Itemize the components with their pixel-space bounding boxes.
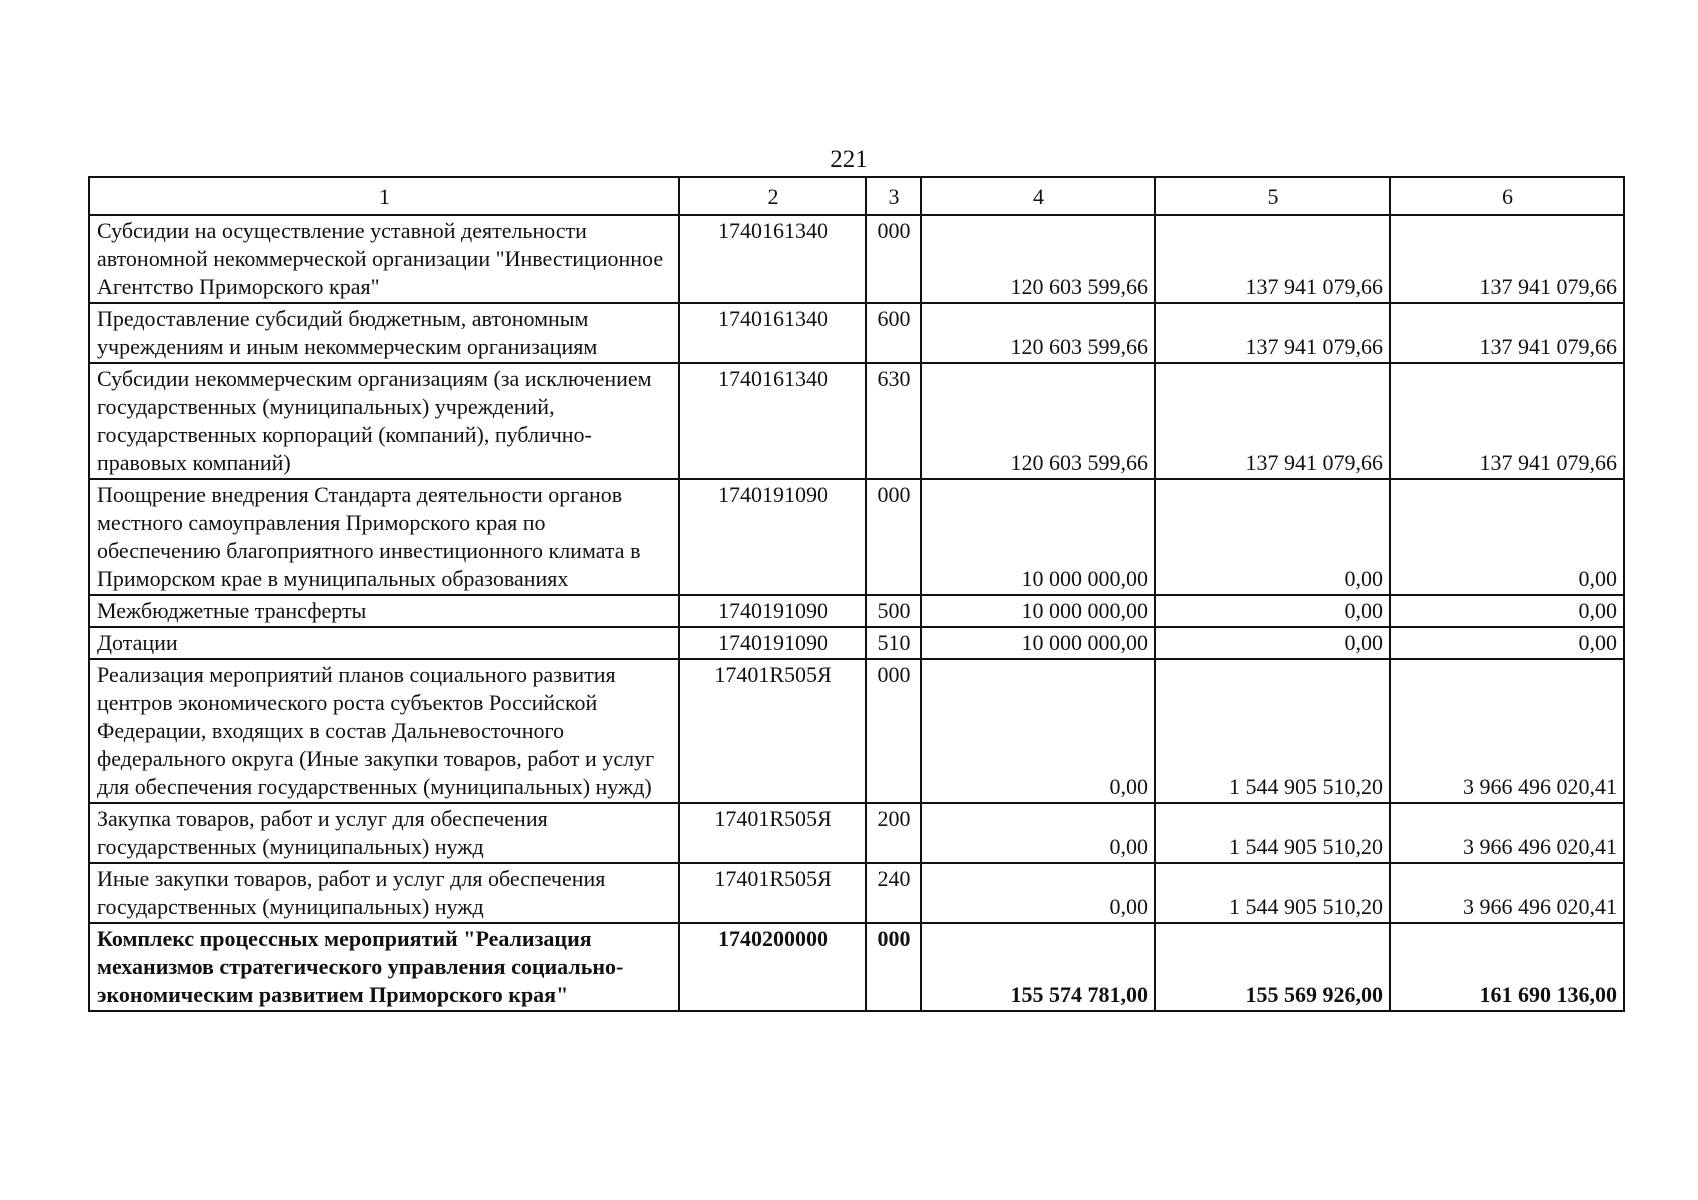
row-amount-col4-cell: 120 603 599,66	[921, 303, 1155, 363]
row-type-cell: 000	[866, 659, 921, 803]
header-cell-2: 2	[679, 177, 866, 215]
row-code-cell: 1740161340	[679, 215, 866, 303]
row-type-cell: 000	[866, 479, 921, 595]
row-name-cell: Реализация мероприятий планов социального развития центров экономического роста субъектов Российской Федерации, входящих в состав Дальневосточного федерального округа (Иные закупки товаров, работ и услуг для обеспечения государственных (муниципальных) нужд)	[89, 659, 679, 803]
row-amount-col4-cell: 0,00	[921, 659, 1155, 803]
header-cell-1: 1	[89, 177, 679, 215]
row-amount-col6-cell: 137 941 079,66	[1390, 303, 1624, 363]
table-row	[89, 363, 1624, 479]
row-name-cell: Предоставление субсидий бюджетным, автономным учреждениям и иным некоммерческим организациям	[89, 303, 679, 363]
table-body	[89, 215, 1624, 1011]
row-amount-col6-cell: 3 966 496 020,41	[1390, 803, 1624, 863]
row-amount-col4-cell: 0,00	[921, 803, 1155, 863]
row-name-cell: Субсидии некоммерческим организациям (за исключением государственных (муниципальных) учреждений, государственных корпораций (компаний), публично-правовых компаний)	[89, 363, 679, 479]
row-amount-col4-cell: 10 000 000,00	[921, 479, 1155, 595]
row-amount-col6-cell: 0,00	[1390, 479, 1624, 595]
table-row	[89, 479, 1624, 595]
row-code-cell: 17401R505Я	[679, 659, 866, 803]
row-amount-col4-cell: 155 574 781,00	[921, 923, 1155, 1011]
row-name-cell: Комплекс процессных мероприятий "Реализация механизмов стратегического управления социально-экономическим развитием Приморского края"	[89, 923, 679, 1011]
row-type-cell: 000	[866, 215, 921, 303]
row-type-cell: 510	[866, 627, 921, 659]
row-amount-col6-cell: 161 690 136,00	[1390, 923, 1624, 1011]
row-type-cell: 500	[866, 595, 921, 627]
row-amount-col6-cell: 3 966 496 020,41	[1390, 659, 1624, 803]
row-name-cell: Дотации	[89, 627, 679, 659]
row-code-cell: 1740161340	[679, 363, 866, 479]
row-type-cell: 240	[866, 863, 921, 923]
row-amount-col5-cell: 0,00	[1155, 595, 1390, 627]
row-amount-col4-cell: 120 603 599,66	[921, 215, 1155, 303]
row-name-cell: Субсидии на осуществление уставной деятельности автономной некоммерческой организации "Инвестиционное Агентство Приморского края"	[89, 215, 679, 303]
table-row	[89, 215, 1624, 303]
row-amount-col5-cell: 137 941 079,66	[1155, 363, 1390, 479]
row-code-cell: 1740191090	[679, 479, 866, 595]
header-cell-6: 6	[1390, 177, 1624, 215]
row-amount-col4-cell: 0,00	[921, 863, 1155, 923]
row-amount-col5-cell: 155 569 926,00	[1155, 923, 1390, 1011]
row-amount-col5-cell: 1 544 905 510,20	[1155, 803, 1390, 863]
header-cell-3: 3	[866, 177, 921, 215]
row-amount-col5-cell: 137 941 079,66	[1155, 215, 1390, 303]
row-type-cell: 600	[866, 303, 921, 363]
table-row	[89, 923, 1624, 1011]
row-code-cell: 1740191090	[679, 595, 866, 627]
budget-table	[88, 176, 1625, 1012]
row-amount-col6-cell: 3 966 496 020,41	[1390, 863, 1624, 923]
page-number: 221	[830, 146, 868, 173]
row-type-cell: 630	[866, 363, 921, 479]
row-code-cell: 1740200000	[679, 923, 866, 1011]
table-row	[89, 303, 1624, 363]
header-row	[89, 177, 1624, 215]
row-type-cell: 200	[866, 803, 921, 863]
row-amount-col4-cell: 10 000 000,00	[921, 627, 1155, 659]
row-amount-col5-cell: 1 544 905 510,20	[1155, 863, 1390, 923]
header-cell-4: 4	[921, 177, 1155, 215]
row-type-cell: 000	[866, 923, 921, 1011]
row-name-cell: Поощрение внедрения Стандарта деятельности органов местного самоуправления Приморского края по обеспечению благоприятного инвестиционного климата в Приморском крае в муниципальных образованиях	[89, 479, 679, 595]
row-amount-col5-cell: 137 941 079,66	[1155, 303, 1390, 363]
header-cell-5: 5	[1155, 177, 1390, 215]
row-name-cell: Иные закупки товаров, работ и услуг для обеспечения государственных (муниципальных) нужд	[89, 863, 679, 923]
row-amount-col6-cell: 0,00	[1390, 627, 1624, 659]
row-amount-col5-cell: 0,00	[1155, 627, 1390, 659]
table-row	[89, 803, 1624, 863]
row-code-cell: 17401R505Я	[679, 863, 866, 923]
row-code-cell: 1740191090	[679, 627, 866, 659]
row-amount-col6-cell: 0,00	[1390, 595, 1624, 627]
row-code-cell: 1740161340	[679, 303, 866, 363]
row-code-cell: 17401R505Я	[679, 803, 866, 863]
row-name-cell: Межбюджетные трансферты	[89, 595, 679, 627]
row-amount-col5-cell: 0,00	[1155, 479, 1390, 595]
row-amount-col4-cell: 10 000 000,00	[921, 595, 1155, 627]
table-row	[89, 863, 1624, 923]
row-amount-col4-cell: 120 603 599,66	[921, 363, 1155, 479]
row-amount-col5-cell: 1 544 905 510,20	[1155, 659, 1390, 803]
row-amount-col6-cell: 137 941 079,66	[1390, 215, 1624, 303]
table-row	[89, 659, 1624, 803]
row-name-cell: Закупка товаров, работ и услуг для обеспечения государственных (муниципальных) нужд	[89, 803, 679, 863]
table-row	[89, 627, 1624, 659]
row-amount-col6-cell: 137 941 079,66	[1390, 363, 1624, 479]
table-row	[89, 595, 1624, 627]
